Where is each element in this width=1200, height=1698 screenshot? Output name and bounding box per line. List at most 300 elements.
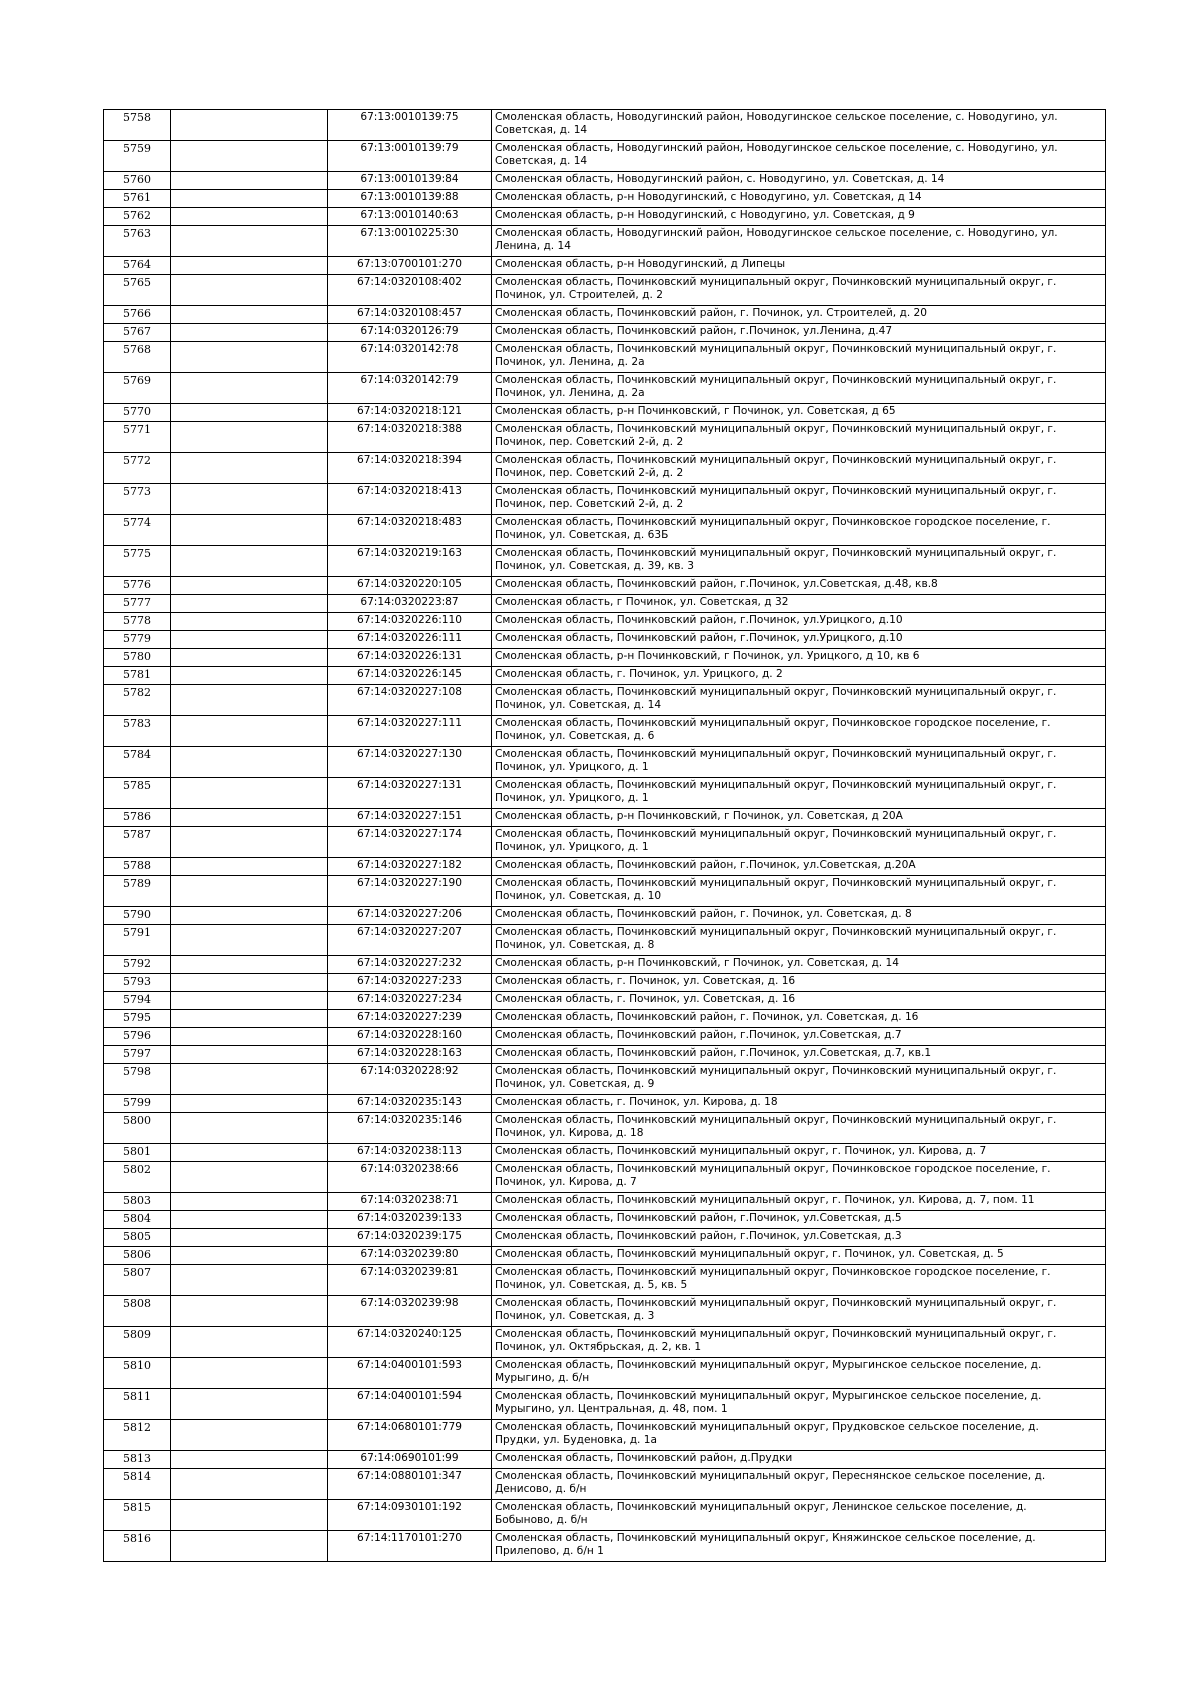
address-line-1: Смоленская область, г. Починок, ул. Советская, д. 16	[495, 993, 796, 1005]
row-number: 5799	[104, 1095, 171, 1113]
address-cell	[492, 956, 1106, 974]
address-line-2: Починок, ул. Советская, д. 10	[495, 890, 662, 902]
table-row	[104, 907, 1106, 925]
table-row	[104, 208, 1106, 226]
row-number: 5807	[104, 1265, 171, 1296]
address-line-1: Смоленская область, Новодугинский район, Новодугинское сельское поселение, с. Новодугино, ул.	[495, 142, 1058, 154]
cadastral-number: 67:14:0320218:413	[328, 484, 492, 515]
table-row	[104, 275, 1106, 306]
row-number: 5812	[104, 1420, 171, 1451]
table-row	[104, 1028, 1106, 1046]
table-row	[104, 1500, 1106, 1531]
empty-cell	[171, 595, 328, 613]
address-cell	[492, 876, 1106, 907]
address-line-2: Советская, д. 14	[495, 124, 588, 136]
address-cell	[492, 324, 1106, 342]
address-line-1: Смоленская область, р-н Починковский, г Починок, ул. Советская, д 65	[495, 405, 896, 417]
address-cell	[492, 925, 1106, 956]
address-line-1: Смоленская область, Починковский муниципальный округ, Починковский муниципальный округ, г.	[495, 877, 1057, 889]
row-number: 5768	[104, 342, 171, 373]
table-row	[104, 141, 1106, 172]
address-line-1: Смоленская область, г. Починок, ул. Советская, д. 16	[495, 975, 796, 987]
empty-cell	[171, 956, 328, 974]
cadastral-number: 67:14:0320227:111	[328, 716, 492, 747]
row-number: 5763	[104, 226, 171, 257]
cadastral-number: 67:14:0320226:110	[328, 613, 492, 631]
address-cell	[492, 1531, 1106, 1562]
empty-cell	[171, 631, 328, 649]
address-cell	[492, 974, 1106, 992]
row-number: 5797	[104, 1046, 171, 1064]
address-cell	[492, 1010, 1106, 1028]
address-line-1: Смоленская область, Починковский муниципальный округ, Починковский муниципальный округ, г.	[495, 926, 1057, 938]
address-line-1: Смоленская область, Починковский район, г. Починок, ул. Советская, д. 8	[495, 908, 912, 920]
table-row	[104, 306, 1106, 324]
empty-cell	[171, 577, 328, 595]
empty-cell	[171, 716, 328, 747]
cadastral-number: 67:14:0400101:593	[328, 1358, 492, 1389]
row-number: 5761	[104, 190, 171, 208]
empty-cell	[171, 324, 328, 342]
address-cell	[492, 809, 1106, 827]
empty-cell	[171, 613, 328, 631]
row-number: 5779	[104, 631, 171, 649]
address-cell	[492, 631, 1106, 649]
empty-cell	[171, 422, 328, 453]
table-row	[104, 422, 1106, 453]
address-line-2: Починок, ул. Советская, д. 63Б	[495, 529, 669, 541]
empty-cell	[171, 1389, 328, 1420]
address-cell	[492, 858, 1106, 876]
address-line-1: Смоленская область, Починковский район, г.Починок, ул.Урицкого, д.10	[495, 614, 903, 626]
table-row	[104, 1265, 1106, 1296]
cadastral-number: 67:13:0010139:79	[328, 141, 492, 172]
cadastral-number: 67:14:0320227:233	[328, 974, 492, 992]
address-cell	[492, 306, 1106, 324]
address-line-2: Починок, ул. Советская, д. 8	[495, 939, 655, 951]
empty-cell	[171, 172, 328, 190]
address-line-1: Смоленская область, Починковский район, г.Починок, ул.Советская, д.5	[495, 1212, 902, 1224]
table-row	[104, 809, 1106, 827]
address-line-1: Смоленская область, Починковский муниципальный округ, г. Починок, ул. Советская, д. 5	[495, 1248, 1004, 1260]
row-number: 5792	[104, 956, 171, 974]
address-line-2: Починок, пер. Советский 2-й, д. 2	[495, 498, 684, 510]
cadastral-number: 67:14:0320228:160	[328, 1028, 492, 1046]
table-row	[104, 110, 1106, 141]
table-row	[104, 1046, 1106, 1064]
cadastral-number: 67:13:0010139:84	[328, 172, 492, 190]
row-number: 5770	[104, 404, 171, 422]
empty-cell	[171, 858, 328, 876]
address-cell	[492, 373, 1106, 404]
cadastral-number: 67:14:0320239:175	[328, 1229, 492, 1247]
cadastral-number: 67:14:0320235:146	[328, 1113, 492, 1144]
cadastral-number: 67:14:0320227:207	[328, 925, 492, 956]
table-row	[104, 685, 1106, 716]
empty-cell	[171, 1144, 328, 1162]
row-number: 5787	[104, 827, 171, 858]
address-line-2: Починок, пер. Советский 2-й, д. 2	[495, 467, 684, 479]
table-row	[104, 226, 1106, 257]
row-number: 5804	[104, 1211, 171, 1229]
empty-cell	[171, 1247, 328, 1265]
address-cell	[492, 1028, 1106, 1046]
row-number: 5766	[104, 306, 171, 324]
address-line-1: Смоленская область, Починковский муниципальный округ, Починковский муниципальный округ, г.	[495, 1328, 1057, 1340]
empty-cell	[171, 1469, 328, 1500]
address-line-1: Смоленская область, Новодугинский район, Новодугинское сельское поселение, с. Новодугино, ул.	[495, 227, 1058, 239]
address-cell	[492, 226, 1106, 257]
cadastral-number: 67:14:0320238:113	[328, 1144, 492, 1162]
document-page	[103, 109, 1105, 1562]
address-line-1: Смоленская область, Починковский муниципальный округ, Починковский муниципальный округ, г.	[495, 686, 1057, 698]
address-line-2: Прудки, ул. Буденовка, д. 1а	[495, 1434, 658, 1446]
empty-cell	[171, 667, 328, 685]
empty-cell	[171, 907, 328, 925]
empty-cell	[171, 827, 328, 858]
table-row	[104, 778, 1106, 809]
empty-cell	[171, 141, 328, 172]
empty-cell	[171, 992, 328, 1010]
address-line-1: Смоленская область, Починковский муниципальный округ, Починковский муниципальный округ, г.	[495, 547, 1057, 559]
empty-cell	[171, 1064, 328, 1095]
cadastral-number: 67:14:0320218:394	[328, 453, 492, 484]
table-row	[104, 1064, 1106, 1095]
table-row	[104, 992, 1106, 1010]
row-number: 5789	[104, 876, 171, 907]
row-number: 5809	[104, 1327, 171, 1358]
address-cell	[492, 1229, 1106, 1247]
address-line-1: Смоленская область, Починковский район, г.Починок, ул.Ленина, д.47	[495, 325, 893, 337]
address-cell	[492, 778, 1106, 809]
address-line-1: Смоленская область, Починковский муниципальный округ, г. Починок, ул. Кирова, д. 7, пом. 11	[495, 1194, 1035, 1206]
empty-cell	[171, 257, 328, 275]
address-cell	[492, 1327, 1106, 1358]
table-row	[104, 1211, 1106, 1229]
table-row	[104, 1420, 1106, 1451]
row-number: 5783	[104, 716, 171, 747]
address-line-2: Мурыгино, д. б/н	[495, 1372, 590, 1384]
address-line-1: Смоленская область, Починковский район, г.Починок, ул.Советская, д.20А	[495, 859, 916, 871]
table-row	[104, 631, 1106, 649]
address-cell	[492, 1469, 1106, 1500]
empty-cell	[171, 275, 328, 306]
table-row	[104, 925, 1106, 956]
table-row	[104, 577, 1106, 595]
cadastral-number: 67:14:0320227:130	[328, 747, 492, 778]
table-row	[104, 1193, 1106, 1211]
address-line-1: Смоленская область, Починковский район, д.Прудки	[495, 1452, 793, 1464]
row-number: 5816	[104, 1531, 171, 1562]
row-number: 5806	[104, 1247, 171, 1265]
cadastral-number: 67:14:0320223:87	[328, 595, 492, 613]
empty-cell	[171, 1162, 328, 1193]
address-line-1: Смоленская область, Починковский муниципальный округ, Починковский муниципальный округ, г.	[495, 828, 1057, 840]
address-line-1: Смоленская область, Починковский муниципальный округ, Починковское городское поселение, г.	[495, 1266, 1051, 1278]
cadastral-number: 67:13:0010140:63	[328, 208, 492, 226]
row-number: 5815	[104, 1500, 171, 1531]
table-row	[104, 716, 1106, 747]
address-line-1: Смоленская область, Починковский муниципальный округ, Починковский муниципальный округ, г.	[495, 779, 1057, 791]
address-line-1: Смоленская область, Починковский муниципальный округ, Починковский муниципальный округ, г.	[495, 1114, 1057, 1126]
cadastral-number: 67:14:0320239:98	[328, 1296, 492, 1327]
address-cell	[492, 1211, 1106, 1229]
address-line-1: Смоленская область, р-н Новодугинский, с Новодугино, ул. Советская, д 9	[495, 209, 915, 221]
cadastral-number: 67:14:0320228:163	[328, 1046, 492, 1064]
address-line-1: Смоленская область, Починковский муниципальный округ, Починковское городское поселение, г.	[495, 717, 1051, 729]
address-cell	[492, 1296, 1106, 1327]
address-cell	[492, 1265, 1106, 1296]
empty-cell	[171, 306, 328, 324]
row-number: 5778	[104, 613, 171, 631]
address-cell	[492, 595, 1106, 613]
address-line-1: Смоленская область, Починковский район, г. Починок, ул. Строителей, д. 20	[495, 307, 928, 319]
table-row	[104, 1113, 1106, 1144]
row-number: 5772	[104, 453, 171, 484]
cadastral-number: 67:14:0320239:133	[328, 1211, 492, 1229]
address-line-1: Смоленская область, Починковский муниципальный округ, Починковское городское поселение, г.	[495, 516, 1051, 528]
table-row	[104, 595, 1106, 613]
address-cell	[492, 827, 1106, 858]
table-row	[104, 827, 1106, 858]
address-cell	[492, 110, 1106, 141]
cadastral-number: 67:14:0690101:99	[328, 1451, 492, 1469]
address-cell	[492, 907, 1106, 925]
cadastral-number: 67:14:0320227:174	[328, 827, 492, 858]
empty-cell	[171, 1265, 328, 1296]
address-cell	[492, 1162, 1106, 1193]
table-row	[104, 172, 1106, 190]
cadastral-number: 67:14:0320239:81	[328, 1265, 492, 1296]
row-number: 5793	[104, 974, 171, 992]
address-line-2: Прилепово, д. б/н 1	[495, 1545, 604, 1557]
address-line-1: Смоленская область, Починковский муниципальный округ, Починковский муниципальный округ, г.	[495, 423, 1057, 435]
empty-cell	[171, 876, 328, 907]
table-row	[104, 1327, 1106, 1358]
row-number: 5798	[104, 1064, 171, 1095]
table-row	[104, 546, 1106, 577]
address-line-2: Починок, ул. Советская, д. 6	[495, 730, 655, 742]
table-row	[104, 858, 1106, 876]
address-line-1: Смоленская область, Починковский муниципальный округ, Прудковское сельское поселение, д.	[495, 1421, 1039, 1433]
address-line-1: Смоленская область, Починковский муниципальный округ, Мурыгинское сельское поселение, д.	[495, 1359, 1042, 1371]
address-line-1: Смоленская область, Починковский муниципальный округ, Княжинское сельское поселение, д.	[495, 1532, 1036, 1544]
address-cell	[492, 747, 1106, 778]
row-number: 5758	[104, 110, 171, 141]
cadastral-number: 67:14:0320227:190	[328, 876, 492, 907]
cadastral-table	[103, 109, 1106, 1562]
cadastral-number: 67:13:0010225:30	[328, 226, 492, 257]
empty-cell	[171, 515, 328, 546]
empty-cell	[171, 453, 328, 484]
empty-cell	[171, 404, 328, 422]
address-line-1: Смоленская область, Починковский муниципальный округ, Починковский муниципальный округ, г.	[495, 343, 1057, 355]
cadastral-number: 67:14:0320219:163	[328, 546, 492, 577]
address-cell	[492, 577, 1106, 595]
cadastral-number: 67:14:0320218:388	[328, 422, 492, 453]
cadastral-number: 67:14:0320108:457	[328, 306, 492, 324]
table-row	[104, 484, 1106, 515]
table-row	[104, 876, 1106, 907]
address-line-1: Смоленская область, Починковский муниципальный округ, г. Починок, ул. Кирова, д. 7	[495, 1145, 987, 1157]
address-line-1: Смоленская область, р-н Починковский, г Починок, ул. Советская, д 20А	[495, 810, 903, 822]
table-row	[104, 190, 1106, 208]
table-row	[104, 1247, 1106, 1265]
empty-cell	[171, 925, 328, 956]
cadastral-number: 67:14:0320227:206	[328, 907, 492, 925]
empty-cell	[171, 208, 328, 226]
row-number: 5810	[104, 1358, 171, 1389]
cadastral-number: 67:14:0320227:151	[328, 809, 492, 827]
row-number: 5813	[104, 1451, 171, 1469]
row-number: 5796	[104, 1028, 171, 1046]
empty-cell	[171, 649, 328, 667]
table-row	[104, 1162, 1106, 1193]
address-line-1: Смоленская область, Починковский муниципальный округ, Переснянское сельское поселение, д.	[495, 1470, 1046, 1482]
address-cell	[492, 404, 1106, 422]
address-cell	[492, 667, 1106, 685]
address-line-2: Починок, ул. Урицкого, д. 1	[495, 761, 649, 773]
table-row	[104, 613, 1106, 631]
row-number: 5773	[104, 484, 171, 515]
empty-cell	[171, 778, 328, 809]
cadastral-number: 67:14:0320142:78	[328, 342, 492, 373]
cadastral-number: 67:14:1170101:270	[328, 1531, 492, 1562]
row-number: 5790	[104, 907, 171, 925]
cadastral-number: 67:14:0320240:125	[328, 1327, 492, 1358]
address-line-2: Починок, ул. Урицкого, д. 1	[495, 792, 649, 804]
table-row	[104, 1229, 1106, 1247]
table-body	[104, 110, 1106, 1562]
cadastral-number: 67:14:0880101:347	[328, 1469, 492, 1500]
table-row	[104, 1451, 1106, 1469]
address-line-1: Смоленская область, Починковский муниципальный округ, Ленинское сельское поселение, д.	[495, 1501, 1027, 1513]
table-row	[104, 1469, 1106, 1500]
address-line-1: Смоленская область, Починковский район, г.Починок, ул.Советская, д.3	[495, 1230, 902, 1242]
address-cell	[492, 484, 1106, 515]
empty-cell	[171, 1211, 328, 1229]
cadastral-number: 67:14:0320126:79	[328, 324, 492, 342]
empty-cell	[171, 1296, 328, 1327]
table-row	[104, 1010, 1106, 1028]
address-cell	[492, 685, 1106, 716]
empty-cell	[171, 110, 328, 141]
address-cell	[492, 172, 1106, 190]
address-line-2: Починок, ул. Советская, д. 3	[495, 1310, 655, 1322]
address-cell	[492, 1420, 1106, 1451]
cadastral-number: 67:13:0010139:88	[328, 190, 492, 208]
row-number: 5776	[104, 577, 171, 595]
row-number: 5802	[104, 1162, 171, 1193]
cadastral-number: 67:14:0320227:108	[328, 685, 492, 716]
address-line-2: Починок, ул. Советская, д. 39, кв. 3	[495, 560, 694, 572]
row-number: 5801	[104, 1144, 171, 1162]
address-line-2: Починок, ул. Октябрьская, д. 2, кв. 1	[495, 1341, 702, 1353]
address-line-1: Смоленская область, Починковский муниципальный округ, Починковский муниципальный округ, г.	[495, 748, 1057, 760]
cadastral-number: 67:14:0320142:79	[328, 373, 492, 404]
address-cell	[492, 1358, 1106, 1389]
row-number: 5786	[104, 809, 171, 827]
row-number: 5765	[104, 275, 171, 306]
address-line-1: Смоленская область, Новодугинский район, с. Новодугино, ул. Советская, д. 14	[495, 173, 945, 185]
address-line-1: Смоленская область, Починковский район, г.Починок, ул.Советская, д.7, кв.1	[495, 1047, 932, 1059]
table-row	[104, 342, 1106, 373]
address-cell	[492, 1451, 1106, 1469]
table-row	[104, 515, 1106, 546]
address-line-1: Смоленская область, г. Починок, ул. Урицкого, д. 2	[495, 668, 783, 680]
cadastral-number: 67:14:0930101:192	[328, 1500, 492, 1531]
address-line-2: Бобыново, д. б/н	[495, 1514, 588, 1526]
row-number: 5808	[104, 1296, 171, 1327]
empty-cell	[171, 1028, 328, 1046]
address-line-2: Починок, ул. Кирова, д. 18	[495, 1127, 644, 1139]
address-cell	[492, 1113, 1106, 1144]
empty-cell	[171, 1046, 328, 1064]
row-number: 5762	[104, 208, 171, 226]
empty-cell	[171, 1531, 328, 1562]
address-line-1: Смоленская область, Починковский муниципальный округ, Починковский муниципальный округ, г.	[495, 1065, 1057, 1077]
address-line-1: Смоленская область, Новодугинский район, Новодугинское сельское поселение, с. Новодугино, ул.	[495, 111, 1058, 123]
address-line-2: Починок, пер. Советский 2-й, д. 2	[495, 436, 684, 448]
row-number: 5788	[104, 858, 171, 876]
address-cell	[492, 208, 1106, 226]
table-row	[104, 649, 1106, 667]
table-row	[104, 324, 1106, 342]
address-cell	[492, 649, 1106, 667]
address-cell	[492, 275, 1106, 306]
cadastral-number: 67:14:0680101:779	[328, 1420, 492, 1451]
table-row	[104, 1389, 1106, 1420]
address-cell	[492, 1389, 1106, 1420]
address-line-1: Смоленская область, р-н Новодугинский, с Новодугино, ул. Советская, д 14	[495, 191, 922, 203]
cadastral-number: 67:14:0320227:234	[328, 992, 492, 1010]
cadastral-number: 67:14:0320218:483	[328, 515, 492, 546]
empty-cell	[171, 685, 328, 716]
table-row	[104, 1531, 1106, 1562]
empty-cell	[171, 1193, 328, 1211]
cadastral-number: 67:14:0320235:143	[328, 1095, 492, 1113]
cadastral-number: 67:13:0010139:75	[328, 110, 492, 141]
table-row	[104, 404, 1106, 422]
address-cell	[492, 1193, 1106, 1211]
address-line-1: Смоленская область, р-н Новодугинский, д Липецы	[495, 258, 786, 270]
address-cell	[492, 1046, 1106, 1064]
row-number: 5795	[104, 1010, 171, 1028]
row-number: 5760	[104, 172, 171, 190]
empty-cell	[171, 190, 328, 208]
address-cell	[492, 992, 1106, 1010]
cadastral-number: 67:14:0320220:105	[328, 577, 492, 595]
address-cell	[492, 1247, 1106, 1265]
table-row	[104, 257, 1106, 275]
row-number: 5805	[104, 1229, 171, 1247]
row-number: 5800	[104, 1113, 171, 1144]
address-cell	[492, 546, 1106, 577]
address-line-1: Смоленская область, Починковский муниципальный округ, Мурыгинское сельское поселение, д.	[495, 1390, 1042, 1402]
address-line-1: Смоленская область, Починковский район, г.Починок, ул.Урицкого, д.10	[495, 632, 903, 644]
cadastral-number: 67:14:0320226:111	[328, 631, 492, 649]
empty-cell	[171, 226, 328, 257]
table-row	[104, 373, 1106, 404]
address-line-1: Смоленская область, Починковский муниципальный округ, Починковский муниципальный округ, г.	[495, 454, 1057, 466]
row-number: 5785	[104, 778, 171, 809]
address-line-2: Починок, ул. Ленина, д. 2а	[495, 356, 645, 368]
row-number: 5771	[104, 422, 171, 453]
address-line-2: Починок, ул. Кирова, д. 7	[495, 1176, 637, 1188]
address-cell	[492, 453, 1106, 484]
address-line-2: Починок, ул. Советская, д. 14	[495, 699, 662, 711]
row-number: 5814	[104, 1469, 171, 1500]
